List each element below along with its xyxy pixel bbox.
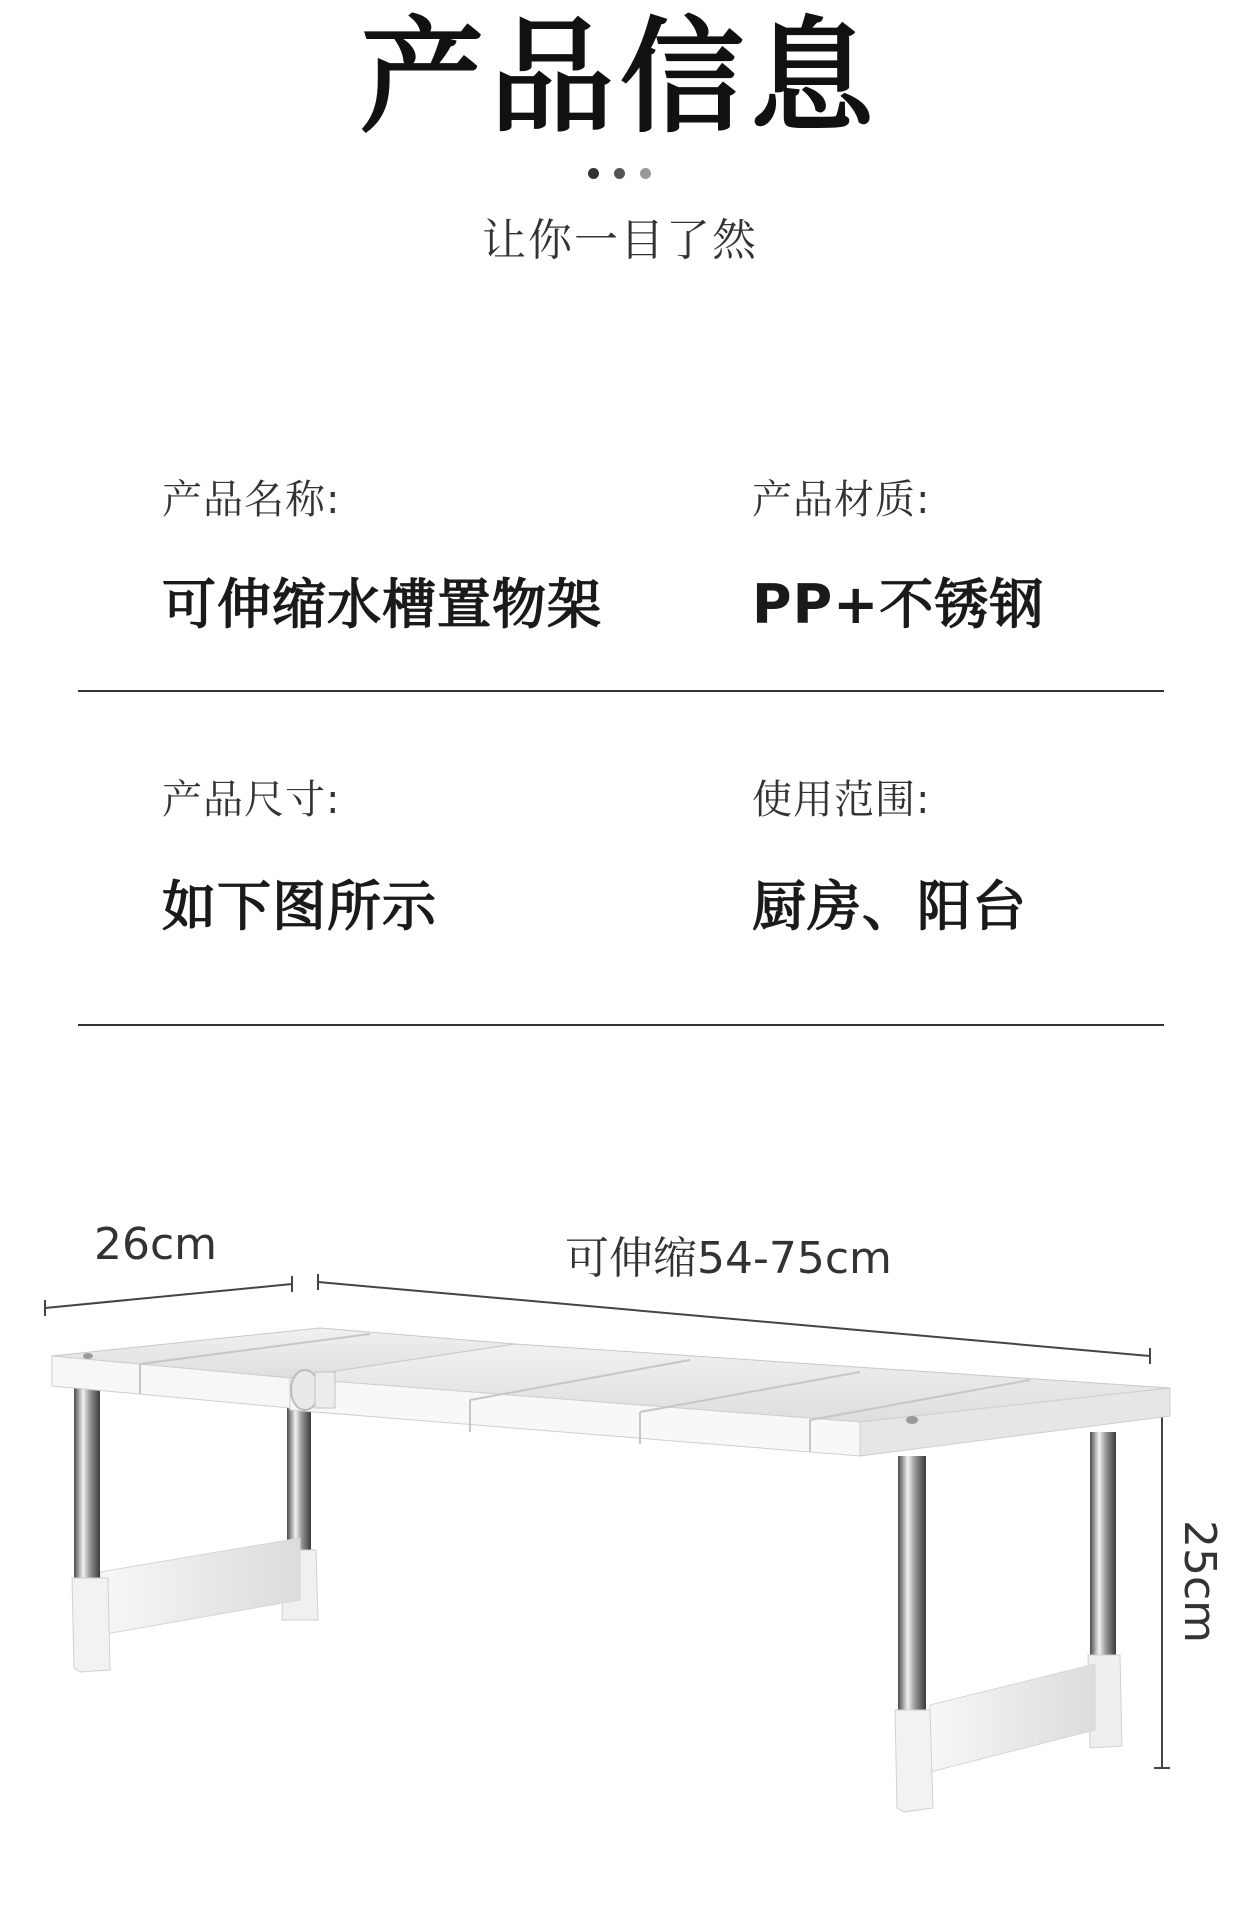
depth-dimension-label: 26cm <box>94 1219 218 1270</box>
size-value: 如下图所示 <box>162 875 437 938</box>
usage-label: 使用范围: <box>752 777 931 823</box>
usage-value: 厨房、阳台 <box>752 875 1027 938</box>
page-subtitle: 让你一目了然 <box>482 215 758 266</box>
leg-right-front <box>895 1456 933 1812</box>
divider-1 <box>78 690 1164 692</box>
dots-decoration <box>588 168 652 180</box>
divider-2 <box>78 1024 1164 1026</box>
size-label: 产品尺寸: <box>162 777 341 823</box>
height-dimension-line <box>1154 1398 1170 1768</box>
length-dimension-label: 可伸缩54-75cm <box>565 1233 892 1284</box>
foot-bar-left <box>100 1538 300 1635</box>
leg-left-front <box>72 1372 110 1672</box>
depth-dimension-line <box>45 1276 292 1316</box>
material-label: 产品材质: <box>752 477 931 523</box>
page-title: 产品信息 <box>359 6 880 150</box>
shelf-illustration <box>0 1260 1240 1920</box>
material-value: PP+不锈钢 <box>752 573 1045 636</box>
height-dimension-label: 25cm <box>1174 1520 1225 1644</box>
product-name-value: 可伸缩水槽置物架 <box>162 573 602 636</box>
product-name-label: 产品名称: <box>162 477 341 523</box>
foot-bar-right <box>930 1664 1095 1772</box>
shelf-top <box>52 1328 1170 1456</box>
